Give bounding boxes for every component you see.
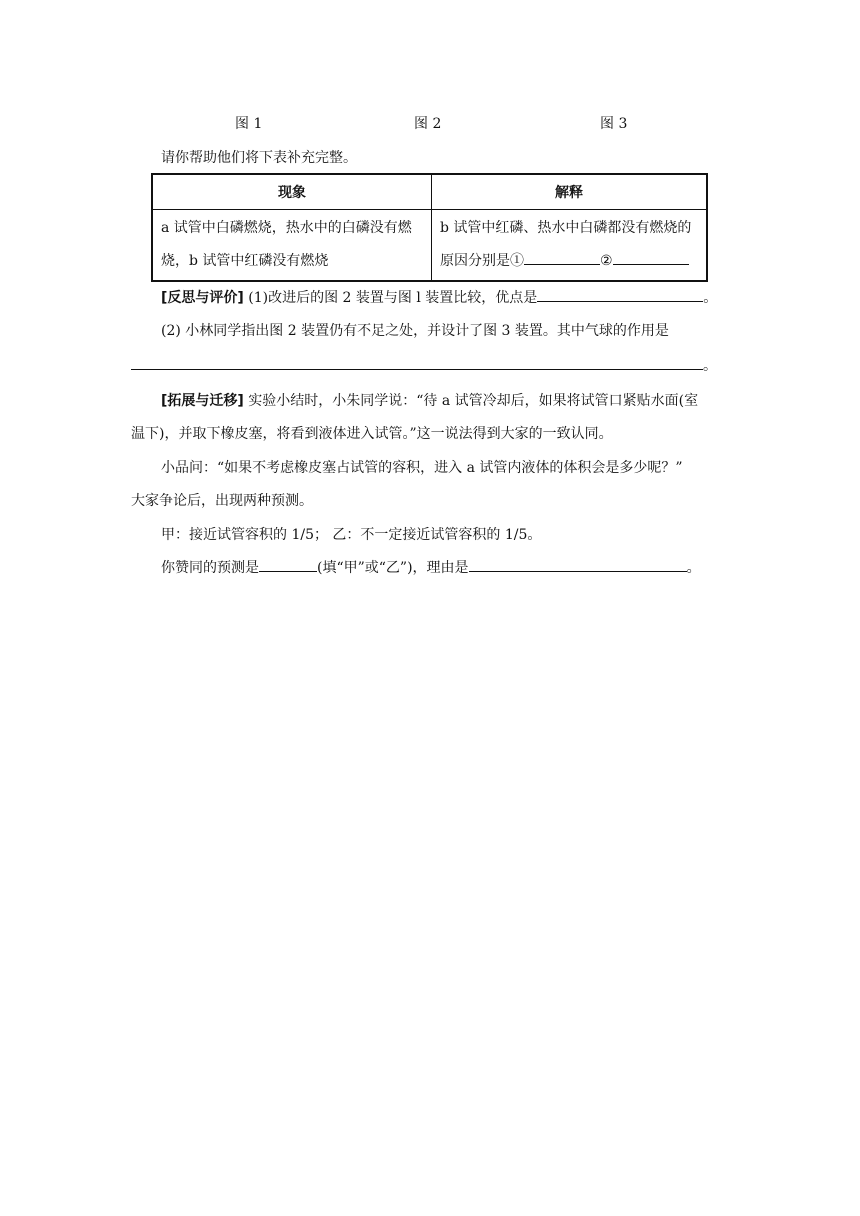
extension-p3: 甲：接近试管容积的 1/5； 乙：不一定接近试管容积的 1/5。 xyxy=(161,527,542,543)
blank-reason-2[interactable] xyxy=(613,250,689,265)
reflection-label: [反思与评价] xyxy=(161,290,244,306)
reflection-q1-text: (1)改进后的图 2 装置与图 l 装置比较，优点是 xyxy=(248,290,538,306)
extension-p4-prefix: 你赞同的预测是 xyxy=(161,560,259,576)
explanation-line-2 xyxy=(440,245,698,278)
phenomenon-explanation-table xyxy=(151,173,708,282)
table-intro: 请你帮助他们将下表补充完整。 xyxy=(161,150,357,166)
blank-reason-1[interactable] xyxy=(524,250,600,265)
extension-p1-line1-text: 实验小结时，小朱同学说：“待 a 试管冷却后，如果将试管口紧贴水面(室 xyxy=(248,393,699,409)
reflection-q1 xyxy=(161,287,717,307)
blank-advantage[interactable] xyxy=(537,287,703,302)
reflection-q2-text: (2) 小林同学指出图 2 装置仍有不足之处，并设计了图 3 装置。其中气球的作用是 xyxy=(161,323,669,339)
phenomenon-cell: a 试管中白磷燃烧，热水中的白磷没有燃烧，b 试管中红磷没有燃烧 xyxy=(152,210,432,282)
extension-p2-line1: 小品问：“如果不考虑橡皮塞占试管的容积，进入 a 试管内液体的体积会是多少呢？” xyxy=(161,460,683,476)
reflection-q1-period: 。 xyxy=(703,290,718,306)
table-header-row xyxy=(152,174,707,210)
extension-p1-line1 xyxy=(161,390,698,410)
explanation-mark-2: ② xyxy=(600,253,613,269)
extension-p1-line2: 温下)，并取下橡皮塞，将看到液体进入试管。”这一说法得到大家的一致认同。 xyxy=(131,426,613,442)
blank-reason[interactable] xyxy=(469,557,687,572)
figure-3-caption: 图 3 xyxy=(600,116,628,132)
extension-p4-period: 。 xyxy=(686,560,701,576)
header-phenomenon: 现象 xyxy=(152,174,432,210)
extension-p2-line2: 大家争论后，出现两种预测。 xyxy=(131,493,313,509)
reflection-q2-period: 。 xyxy=(703,358,717,374)
blank-prediction-choice[interactable] xyxy=(259,557,317,572)
blank-balloon-purpose[interactable] xyxy=(131,355,703,370)
extension-label: [拓展与迁移] xyxy=(161,393,244,409)
figure-2-caption: 图 2 xyxy=(414,116,442,132)
table-row xyxy=(152,210,707,282)
extension-p4 xyxy=(161,557,701,577)
header-explanation: 解释 xyxy=(432,174,708,210)
figure-1-caption: 图 1 xyxy=(235,116,263,132)
explanation-cell xyxy=(432,210,708,282)
extension-p4-middle: (填“甲”或“乙”)，理由是 xyxy=(317,560,469,576)
explanation-line-1: b 试管中红磷、热水中白磷都没有燃烧的 xyxy=(440,220,692,236)
reflection-q2-answer-line xyxy=(131,355,717,375)
explanation-prefix: 原因分别是① xyxy=(440,253,524,269)
